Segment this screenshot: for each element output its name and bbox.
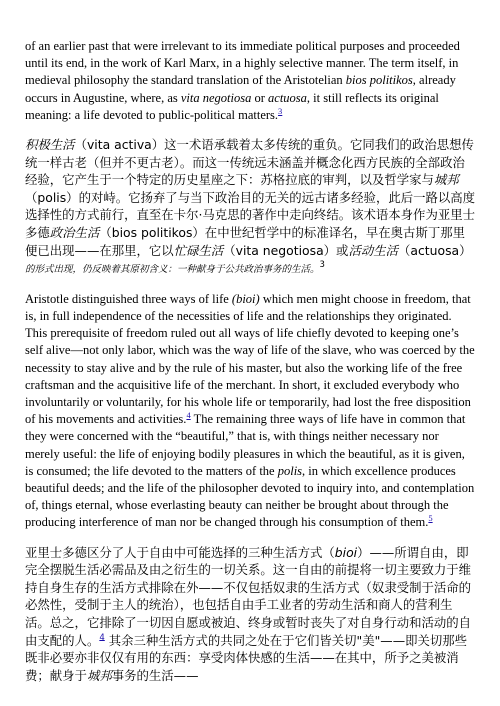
paragraph-english-2	[25, 291, 476, 532]
text: The remaining three ways of life have in common that they were concerned with the “beautiful,” that is, with things neither necessary nor merely useful: the life of enjoying bodily pleasures in which the beautiful, as it is given, is consumed; the life devoted to the matters of the	[25, 412, 466, 478]
italic-term: (bioi)	[231, 291, 260, 306]
footnote-link[interactable]: 4	[186, 410, 191, 421]
text: of an earlier past that were irrelevant to its immediate political purposes and proceeded until its end, in the work of Karl Marx, in a highly selective manner. The term itself, in medieval philosophy the standard translation of the Aristotelian	[25, 39, 460, 88]
italic-term: actuosa	[268, 90, 307, 105]
italic-term: 活动生活	[348, 242, 399, 258]
text: , in which excellence produces beautiful deeds; and the life of the philosopher devoted to inquiry into, and contemplation of, things eternal, whose everlasting beauty can neither be brought about through the producing interference of man nor be changed through his consumption of them.	[25, 463, 475, 530]
footnote-marker: 3	[319, 260, 325, 271]
text: （bios politikos）在中世纪哲学中的标准译名，早在奥古斯丁那里便已出现——在那里，它以	[25, 224, 466, 258]
text: ）——所谓自由，即完全摆脱生活必需品及由之衍生的一切关系。这一自由的前提将一切主要致力于维持自身生存的生活方式排除在外——不仅包括奴隶的生活方式（奴隶受制于活命的必然性，受制于主人的统治），也包括自由手工业者的劳动生活和商人的营利生活。总之，它排除了一切因自愿或被迫、终身或暂时丧失了对自身行动和活动的自由支配的人。	[25, 544, 472, 648]
italic-term: 政治生活	[49, 224, 100, 240]
italic-term: bioi	[334, 544, 358, 560]
italic-term: vita negotiosa	[180, 90, 252, 105]
italic-term: 城邦	[433, 172, 459, 188]
text: 其余三种生活方式的共同之处在于它们皆关切"美"——即关切那些既非必要亦非仅仅有用的东西：享受肉体快感的生活——在其中，所予之美被消费；献身于	[25, 632, 468, 683]
small-italic-text: 的形式出现，仍反映着其原初含义：一种献身于公共政治事务的生活。	[25, 264, 320, 276]
text: Aristotle distinguished three ways of life	[25, 291, 232, 306]
text: or	[251, 90, 269, 105]
footnote-link[interactable]: 3	[278, 105, 283, 116]
paragraph-chinese-1	[25, 136, 476, 279]
italic-term: 积极生活	[25, 137, 75, 153]
paragraph-chinese-2	[25, 544, 476, 685]
footnote-link[interactable]: 4	[99, 632, 105, 643]
text: which men might choose in freedom, that is, in full independence of the necessities of life and the relationships they originated. This prerequisite of freedom ruled out all ways of life chiefly devoted to keeping one’s self alive—not only labor, which was the way of life of the slave, who was coerced by the necessity to stay alive and by the rule of his master, but also the working life of the free craftsman and the acquisitive life of the merchant. In short, it excluded everybody who involuntarily or voluntarily, for his whole life or temporarily, had lost the free disposition of his movements and activities.	[25, 291, 475, 427]
italic-term: polis	[277, 463, 303, 478]
text: （vita negotiosa）或	[223, 242, 349, 258]
text: 事务的生活——	[111, 667, 199, 683]
italic-term: bios politikos	[345, 73, 413, 88]
text: 亚里士多德区分了人于自由中可能选择的三种生活方式（	[25, 544, 335, 560]
italic-term: 忙碌生活	[173, 242, 224, 258]
footnote-link[interactable]: 5	[428, 513, 433, 524]
text: , already occurs in Augustine, where, as	[25, 73, 456, 105]
text: （polis）的对峙。它扬弃了与当下政治目的无关的远古诸多经验，此后一路以高度选择性的方式前行，直至在卡尔·马克思的著作中走向终结。该术语本身作为亚里士多德	[25, 189, 476, 240]
text: （vita activa）这一术语承载着太多传统的重负。它同我们的政治思想传统一样古老（但并不更古老）。而这一传统远未涵盖并概念化西方民族的全部政治经验，它产生于一个特定的历史星座之下：苏格拉底的审判，以及哲学家与	[25, 137, 474, 188]
paragraph-english-1	[25, 38, 476, 124]
italic-term: 城邦	[86, 667, 112, 683]
text: , it still reflects its original meaning: a life devoted to public-political matters.	[25, 90, 439, 122]
text: （actuosa）	[398, 242, 472, 258]
